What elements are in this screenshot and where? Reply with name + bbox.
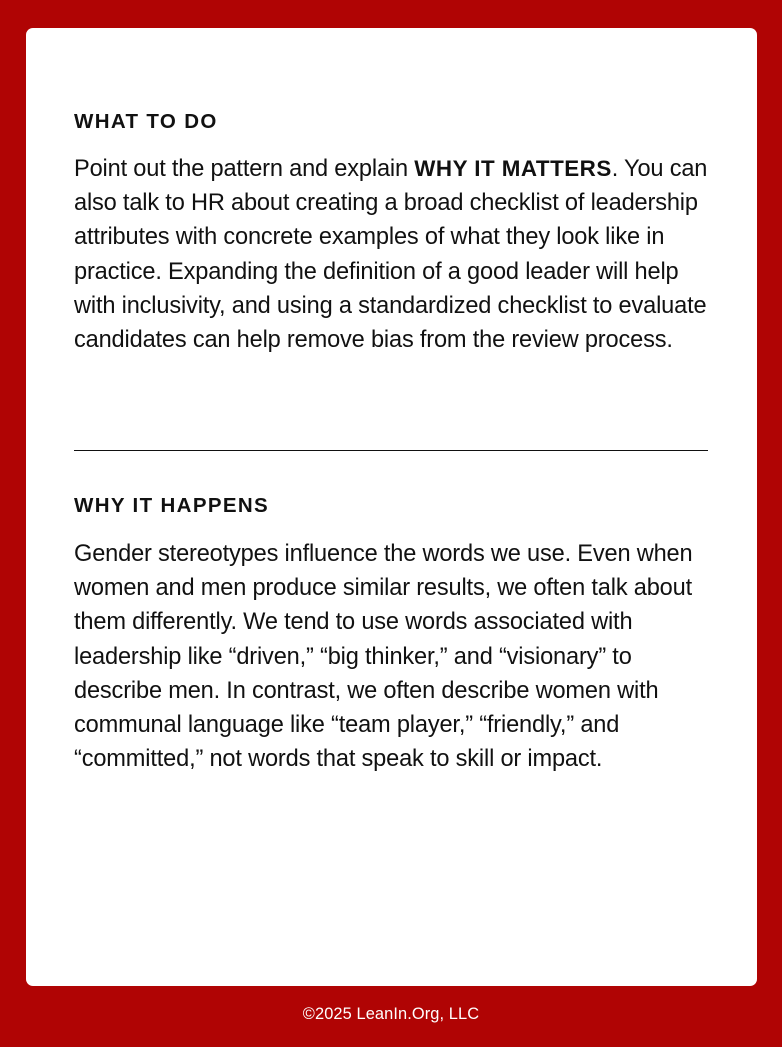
content-card bbox=[26, 28, 757, 986]
copyright-text: ©2025 LeanIn.Org, LLC bbox=[302, 1005, 480, 1023]
section-divider bbox=[74, 450, 708, 451]
card-content-column bbox=[74, 28, 708, 986]
section-body-what-to-do bbox=[74, 152, 708, 357]
section-body-why-it-happens: Gender stereotypes influence the words we use. Even when women and men produce similar results, we often talk about them differently. We tend to use words associated with leadership like “driven,” “big thinker,” and “visionary” to describe men. In contrast, we often describe women with communal language like “team player,” “friendly,” and “committed,” not words that speak to skill or impact. bbox=[74, 541, 693, 773]
body-lead-text: Point out the pattern and explain bbox=[74, 156, 415, 182]
body-rest-text: . You can also talk to HR about creating a broad checklist of leadership attributes with concrete examples of what they look like in practice. Expanding the definition of a good leader will help with inclusivity, and using a standardized checklist to evaluate candidates can help remove bias from the review process. bbox=[74, 156, 708, 354]
footer bbox=[0, 1006, 782, 1024]
section-heading-why-it-happens: WHY IT HAPPENS bbox=[74, 494, 270, 517]
section-heading-what-to-do: WHAT TO DO bbox=[74, 110, 218, 133]
inline-emphasis-why-it-matters: WHY IT MATTERS bbox=[414, 156, 612, 181]
